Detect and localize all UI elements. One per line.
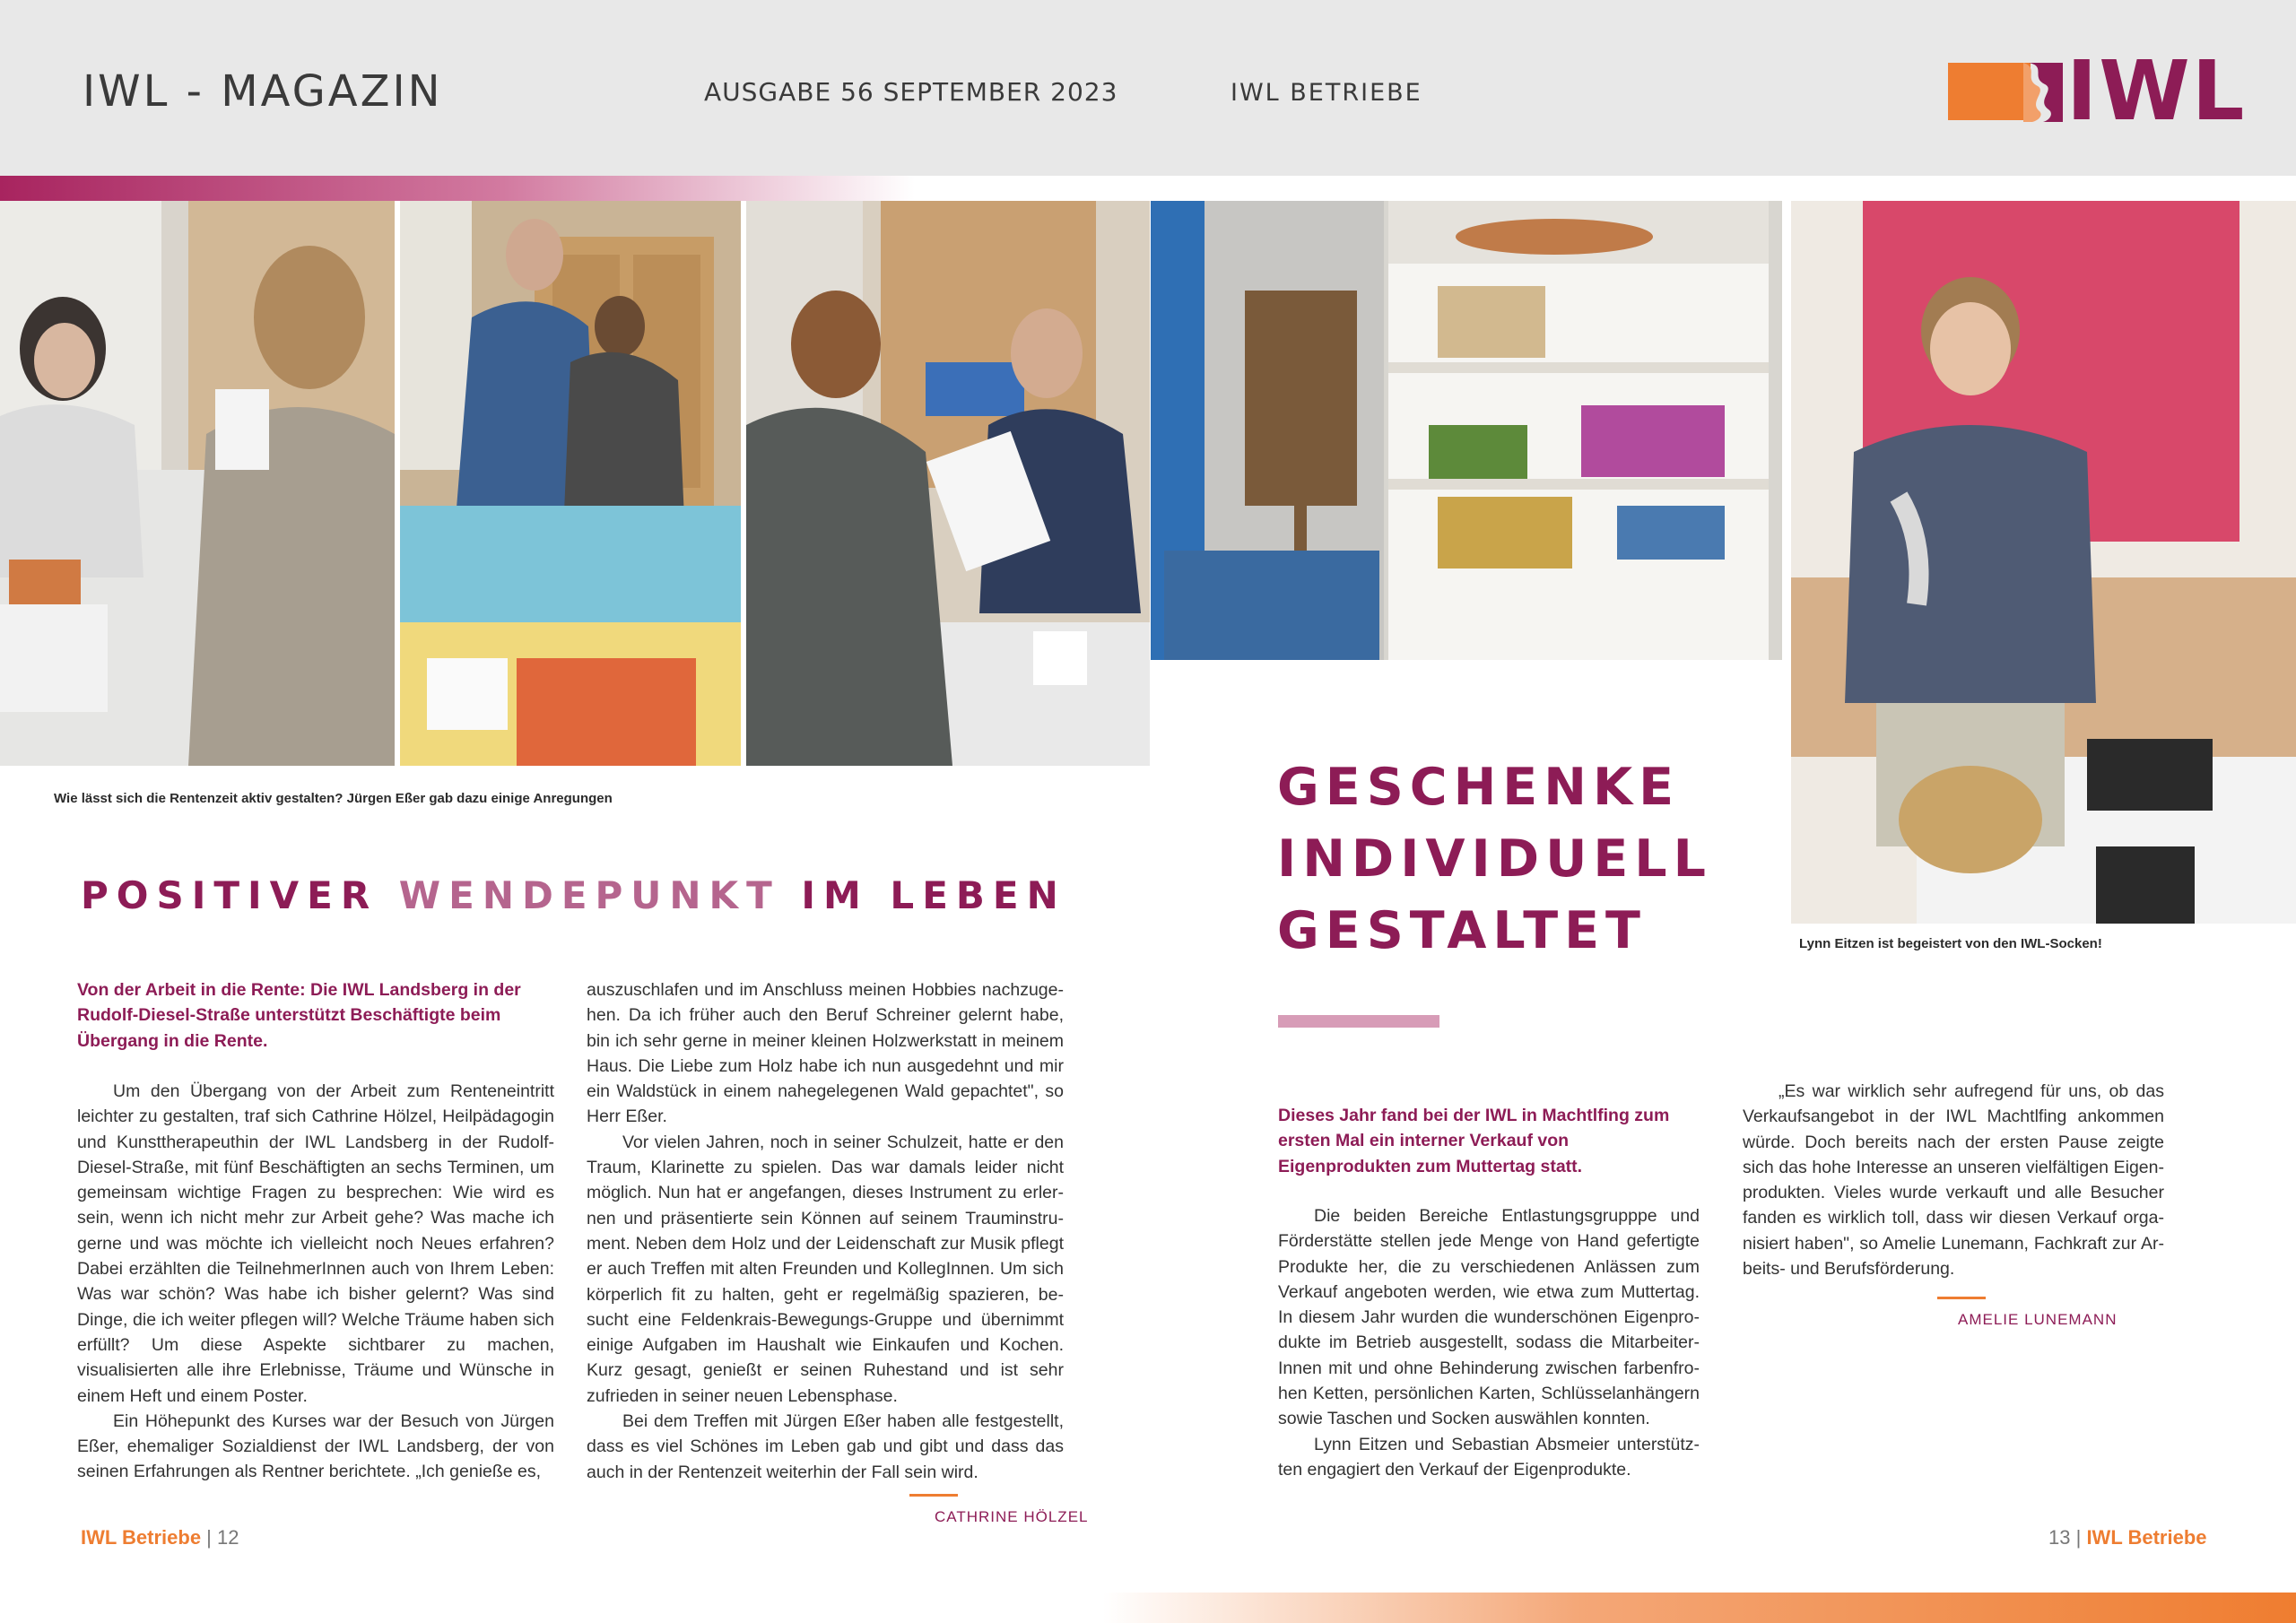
decorative-gradient-bar bbox=[0, 176, 915, 201]
footer-left-brand: IWL Betriebe bbox=[81, 1526, 202, 1549]
left-col2-paragraph-2: Vor vielen Jahren, noch in seiner Schulzeit, hatte er den Traum, Klarinette zu spielen. Das war damals leider nicht möglich. Nun hat er angefangen, dieses Instrument zu erlernen und präsentierte sein Können auf seinem Trauminstrument. Neben dem Holz und der Leidenschaft zur Musik pflegt er auch Treffen mit alten Freunden und KollegInnen. Um sich körperlich fit zu halten, geht er regelmäßig spazieren, besucht eine Feldenkrais-Bewegungs-Gruppe und übernimmt einige Aufgaben im Haushalt wie Einkaufen und Kochen. Kurz gesagt, genießt er seinen Ruhestand und ist sehr zufrieden in seiner neuen Lebensphase. bbox=[587, 1132, 1064, 1406]
left-col1-paragraph-1: Um den Übergang von der Arbeit zum Renteneintritt leichter zu gestalten, traf sich Cathrine Hölzel, Heilpädagogin und Kunsttherapeuthin der IWL Landsberg in der Rudolf-Diesel-Straße, mit fünf Beschäftigten an sechs Terminen, um gemeinsam wichtige Fragen zu besprechen: Wie wird es sein, wenn ich nicht mehr zur Arbeit gehe? Was mache ich gerne und was möchte ich vielleicht noch Neues erfahren? Dabei erzählten die TeilnehmerInnen auch von Ihrem Leben: Was war schön? Was habe ich bisher gelernt? Was sind Dinge, die ich weiter pflegen will? Welche Träume haben sich erfüllt? Um diese Aspekte sichtbarer zu machen, visualisierten alle ihre Erlebnisse, Träume und Wünsche in einem Heft und einem Poster. bbox=[77, 1081, 554, 1406]
left-lead: Von der Arbeit in die Rente: Die IWL Landsberg in der Rudolf-Diesel-Straße unterstützt Beschäftigte beim Übergang in die Rente. bbox=[77, 980, 521, 1051]
left-author: CATHRINE HÖLZEL bbox=[935, 1508, 1089, 1525]
right-lead: Dieses Jahr fand bei der IWL in Machtlfing zum ersten Mal ein interner Verkauf von Eigenprodukten zum Muttertag statt. bbox=[1278, 1106, 1670, 1176]
issue-label: AUSGABE 56 SEPTEMBER 2023 bbox=[704, 77, 1118, 107]
right-col2-paragraph-1: „Es war wirklich sehr aufregend für uns, ob das Verkaufsangebot in der IWL Machtlfing ankommen würde. Doch bereits nach der ersten Pause zeigte sich das hohe Interesse an unseren vielfältigen Eigenprodukten. Vieles wurde verkauft und alle Besucher fanden es wirklich toll, dass wir diesen Verkauf organisiert haben", so Amelie Lunemann, Fachkraft zur Arbeits- und Berufsförderung. bbox=[1743, 1081, 2164, 1280]
footer-right bbox=[2048, 1526, 2207, 1549]
left-col1-paragraph-2: Ein Höhepunkt des Kurses war der Besuch von Jürgen Eßer, ehemaliger Sozialdienst der IWL Landsberg, der von seinen Erfahrungen als Rentner berichtete. „Ich genieße es, bbox=[77, 1410, 554, 1482]
logo-figure-icon bbox=[2023, 57, 2063, 124]
footer-left bbox=[81, 1526, 239, 1549]
footer-right-separator: | bbox=[2070, 1526, 2087, 1549]
right-headline-line-2: INDIVIDUELL bbox=[1277, 829, 1712, 889]
page-header bbox=[0, 0, 2296, 176]
right-article-column-1 bbox=[1278, 1203, 1700, 1482]
left-author-divider bbox=[909, 1494, 958, 1497]
footer-right-page-number: 13 bbox=[2048, 1526, 2071, 1549]
footer-left-separator: | bbox=[201, 1526, 218, 1549]
left-col2-paragraph-3: Bei dem Treffen mit Jürgen Eßer haben alle festgestellt, dass es viel Schönes im Leben gab und gibt und dass das auch in der Rentenzeit weiterhin der Fall sein wird. bbox=[587, 1411, 1064, 1482]
left-headline-part3: IM LEBEN bbox=[779, 873, 1066, 917]
right-col1-paragraph-2: Lynn Eitzen und Sebastian Absmeier unterstützten engagiert den Verkauf der Eigenprodukte. bbox=[1278, 1434, 1700, 1480]
photo-caption-right: Lynn Eitzen ist begeistert von den IWL-Socken! bbox=[1799, 936, 2102, 951]
right-headline-line-3: GESTALTET bbox=[1277, 901, 1647, 960]
section-label: IWL BETRIEBE bbox=[1231, 79, 1422, 107]
photo-product-shelf bbox=[1151, 201, 1782, 660]
photo-caption-left: Wie lässt sich die Rentenzeit aktiv gestalten? Jürgen Eßer gab dazu einige Anregungen bbox=[54, 791, 613, 806]
right-article-column-2 bbox=[1743, 1079, 2164, 1281]
logo-orange-block bbox=[1948, 63, 2031, 120]
right-headline-divider bbox=[1278, 1015, 1439, 1028]
right-headline bbox=[1277, 751, 1712, 967]
right-author-divider bbox=[1937, 1297, 1986, 1299]
photo-meeting-women bbox=[0, 201, 395, 766]
photo-lynn-socks bbox=[1791, 201, 2296, 924]
left-headline bbox=[81, 873, 1066, 917]
left-col2-paragraph-1: auszuschlafen und im Anschluss meinen Hobbies nachzugehen. Da ich früher auch den Beruf Schreiner gelernt habe, bin ich sehr gerne in meiner kleinen Holzwerkstatt in meinem Haus. Die Liebe zum Holz habe ich nun ausgedehnt und mir ein Waldstück in einem nahegelegenen Wald gepachtet", so Herr Eßer. bbox=[587, 980, 1064, 1127]
footer-left-page-number: 12 bbox=[217, 1526, 239, 1549]
left-article-column-2 bbox=[587, 977, 1064, 1485]
footer-gradient-bar bbox=[1103, 1593, 2296, 1623]
iwl-logo bbox=[1948, 43, 2247, 139]
left-headline-part1: POSITIVER bbox=[81, 873, 399, 917]
right-col1-paragraph-1: Die beiden Bereiche Entlastungsgrupppe und Förderstätte stellen jede Menge von Hand gefertigte Produkte her, die zu verschiedenen Anlässen zum Verkauf angeboten werden, wie etwa zum Muttertag. In diesem Jahr wurden die wunderschönen Eigenprodukte im Betrieb ausgestellt, sodass die MitarbeiterInnen mit und ohne Behinderung zwischen farbenfrohen Ketten, persönlichen Karten, Schlüsselanhängern sowie Taschen und Socken auswählen konnten. bbox=[1278, 1206, 1700, 1429]
photo-conversation bbox=[746, 201, 1150, 766]
left-article-column-1 bbox=[77, 1079, 554, 1485]
right-author: AMELIE LUNEMANN bbox=[1958, 1311, 2118, 1328]
magazine-title: IWL - MAGAZIN bbox=[83, 66, 443, 117]
logo-text: IWL bbox=[2066, 43, 2247, 139]
footer-right-brand: IWL Betriebe bbox=[2086, 1526, 2207, 1549]
left-headline-part2: WENDEPUNKT bbox=[398, 873, 780, 917]
photo-poster-work bbox=[400, 201, 741, 766]
right-headline-line-1: GESCHENKE bbox=[1277, 758, 1681, 817]
